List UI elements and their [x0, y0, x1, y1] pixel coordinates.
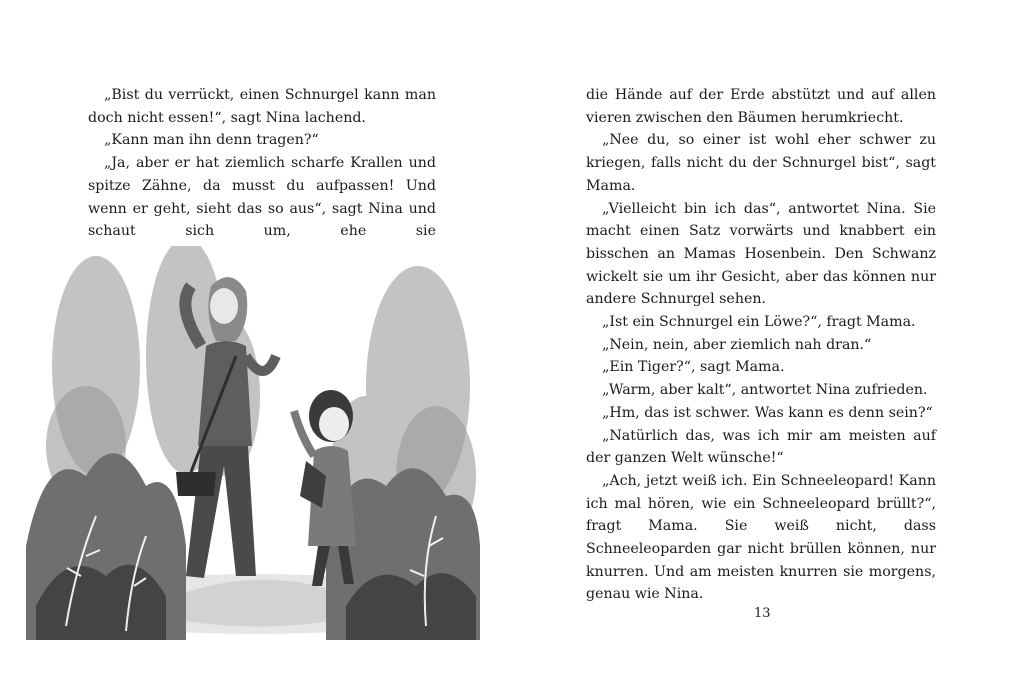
mother-and-girl-walking-in-forest-illustration — [26, 246, 480, 640]
paragraph: die Hände auf der Erde abstützt und auf allen vieren zwischen den Bäumen herumkriecht. — [586, 87, 936, 126]
page-number-text: 13 — [754, 606, 771, 621]
paragraph: „Ein Tiger?“, sagt Mama. — [602, 359, 785, 376]
paragraph: „Bist du verrückt, einen Schnurgel kann man doch nicht essen!“, sagt Nina lachend. — [88, 87, 436, 126]
paragraph: „Ach, jetzt weiß ich. Ein Schneeleopard! Kann ich mal hören, wie ein Schneeleopard brüllt?“, fragt Mama. Sie weiß nicht, dass Schneeleoparden gar nicht brüllen können, nur knurren. Und am meisten knurren sie morgens, genau wie Nina. — [586, 472, 936, 603]
paragraph: „Nein, nein, aber ziemlich nah dran.“ — [602, 336, 872, 353]
left-page-text — [88, 84, 436, 243]
paragraph: „Warm, aber kalt“, antwortet Nina zufrieden. — [602, 382, 928, 399]
paragraph: „Natürlich das, was ich mir am meisten auf der ganzen Welt wünsche!“ — [586, 427, 936, 467]
paragraph: „Ist ein Schnurgel ein Löwe?“, fragt Mama. — [602, 314, 916, 331]
paragraph: „Nee du, so einer ist wohl eher schwer zu kriegen, falls nicht du der Schnurgel bist“, sagt Mama. — [586, 132, 936, 194]
paragraph: „Kann man ihn denn tragen?“ — [104, 132, 319, 149]
paragraph: „Ja, aber er hat ziemlich scharfe Krallen und spitze Zähne, da musst du aufpassen! Und wenn er geht, sieht das so aus“, sagt Nina und schaut sich um, ehe sie — [88, 155, 436, 240]
right-page — [510, 0, 1020, 680]
right-page-text — [586, 84, 936, 606]
paragraph: „Hm, das ist schwer. Was kann es denn sein?“ — [602, 404, 933, 421]
paragraph: „Vielleicht bin ich das“, antwortet Nina. Sie macht einen Satz vorwärts und knabbert ein bisschen an Mamas Hosenbein. Den Schwanz wickelt sie um ihr Gesicht, aber das können nur andere Schnurgel sehen. — [586, 200, 936, 308]
